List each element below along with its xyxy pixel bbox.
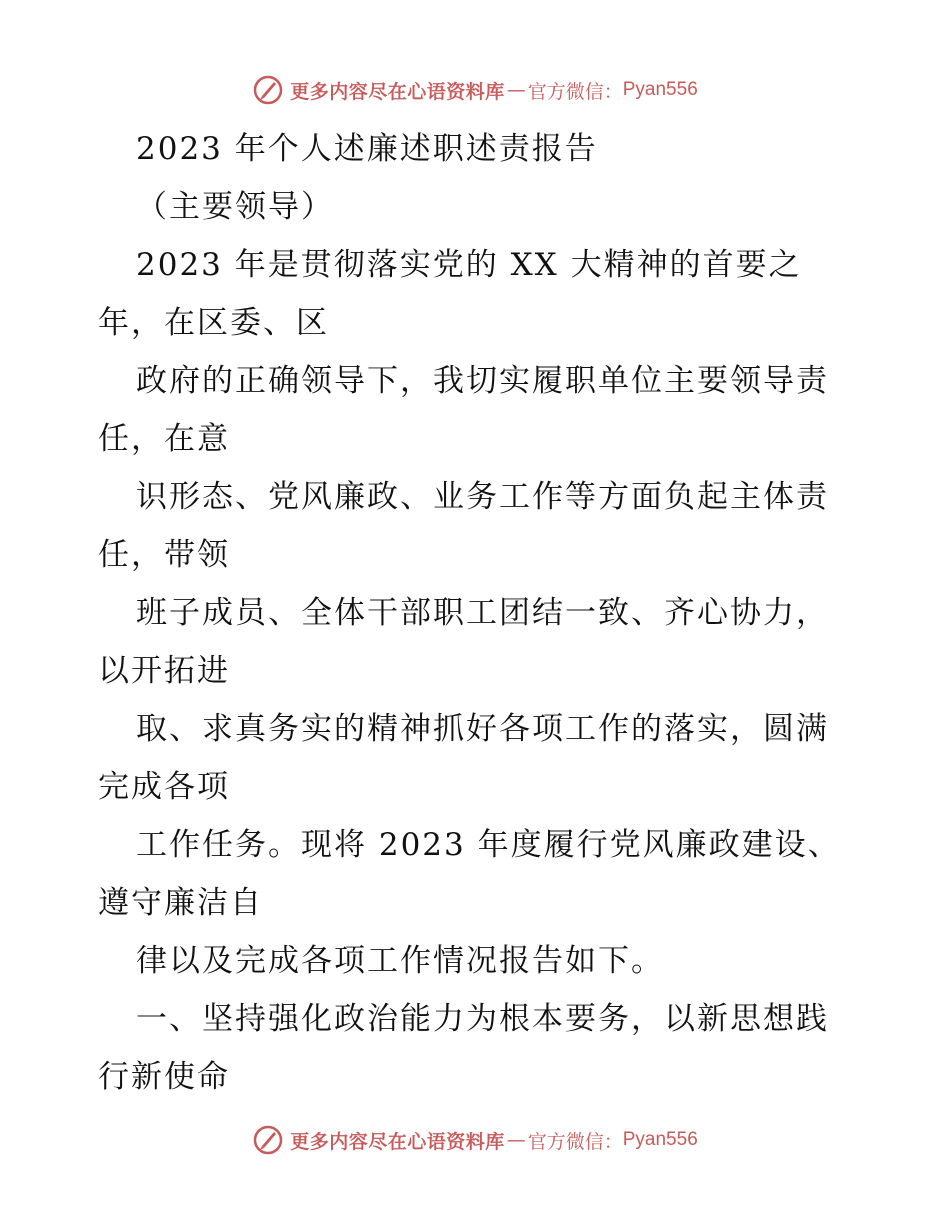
text-line: 遵守廉洁自 xyxy=(98,885,263,921)
watermark-separator: — xyxy=(506,79,526,101)
text-line: 班子成员、全体干部职工团结一致、齐心协力， xyxy=(136,595,829,631)
text-line: 2023 年是贯彻落实党的 XX 大精神的首要之 xyxy=(136,247,802,283)
footer-watermark xyxy=(0,1120,950,1160)
text-line: 年，在区委、区 xyxy=(98,305,329,341)
document-title: 2023 年个人述廉述职述责报告 xyxy=(136,131,598,167)
section-heading-line: 一、坚持强化政治能力为根本要务，以新思想践 xyxy=(136,1001,829,1037)
watermark-wechat-label: 官方微信： xyxy=(527,1130,623,1153)
header-watermark xyxy=(0,70,950,110)
watermark-wechat-label: 官方微信： xyxy=(527,80,623,103)
watermark-separator: — xyxy=(506,1129,526,1151)
pen-logo-icon xyxy=(252,74,284,106)
text-line: 任，在意 xyxy=(98,421,230,457)
text-line: 取、求真务实的精神抓好各项工作的落实，圆满 xyxy=(136,711,829,747)
watermark-wechat-id: Pyan556 xyxy=(622,79,698,100)
text-line: 完成各项 xyxy=(98,769,230,805)
text-line: 以开拓进 xyxy=(98,653,230,689)
watermark-site-text: 更多内容尽在心语资料库 xyxy=(290,80,505,103)
text-line: 工作任务。现将 2023 年度履行党风廉政建设、 xyxy=(136,827,841,863)
document-subtitle: （主要领导） xyxy=(136,189,334,225)
text-line: 识形态、党风廉政、业务工作等方面负起主体责 xyxy=(136,479,829,515)
text-line: 政府的正确领导下，我切实履职单位主要领导责 xyxy=(136,363,829,399)
pen-logo-icon xyxy=(252,1124,284,1156)
section-heading-line: 行新使命 xyxy=(98,1059,230,1095)
text-line: 律以及完成各项工作情况报告如下。 xyxy=(136,943,664,979)
watermark-wechat-id: Pyan556 xyxy=(622,1129,698,1150)
document-body xyxy=(98,120,868,1106)
text-line: 任，带领 xyxy=(98,537,230,573)
watermark-site-text: 更多内容尽在心语资料库 xyxy=(290,1130,505,1153)
